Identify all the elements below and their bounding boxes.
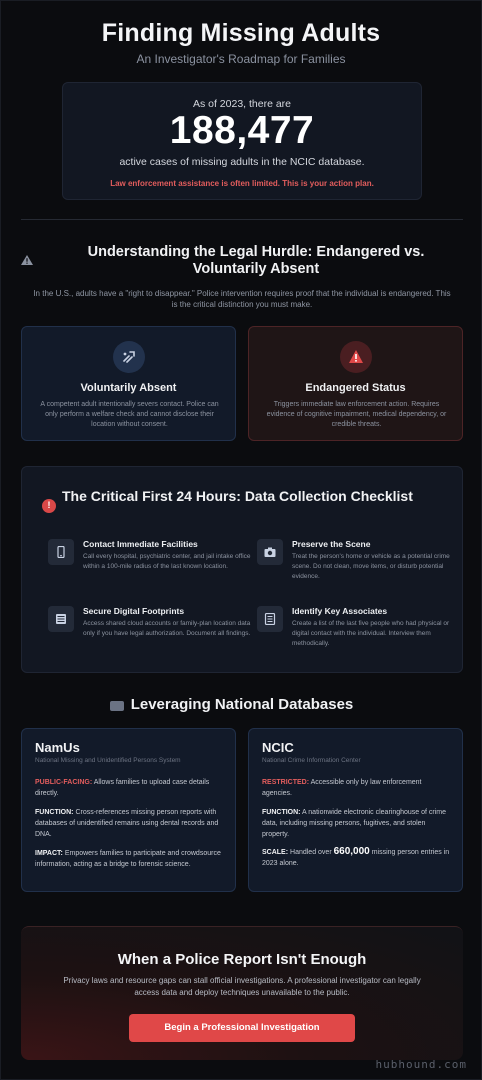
exclamation-icon: [42, 499, 56, 513]
watermark: hubhound.com: [375, 1058, 467, 1071]
begin-investigation-button[interactable]: Begin a Professional Investigation: [129, 1014, 355, 1042]
warning-triangle-icon: [21, 255, 33, 265]
checklist-item-text: Treat the person's home or vehicle as a potential crime scene. Do not clean, move items, or disturb potential evidence.: [292, 553, 450, 580]
legal-section-title: Understanding the Legal Hurdle: Endangered vs. Voluntarily Absent: [87, 244, 425, 277]
ncic-scale-label: SCALE:: [262, 849, 289, 856]
namus-impact-label: IMPACT:: [35, 850, 63, 857]
databases-title: Leveraging National Databases: [130, 696, 354, 713]
checklist-item-text: Call every hospital, psychiatric center, and jail intake office within a 100-mile radius of the last known location.: [83, 553, 251, 570]
exclamation-glyph: !: [47, 500, 51, 510]
endangered-status-card: [248, 326, 463, 441]
ncic-scale-text: Handled over: [288, 849, 334, 856]
endangered-status-title: Endangered Status: [305, 382, 406, 394]
namus-access-text: Allows families to upload case details directly.: [35, 779, 210, 797]
ncic-access-label: RESTRICTED:: [262, 779, 310, 786]
stat-description: active cases of missing adults in the NCIC database.: [119, 156, 365, 168]
ncic-function-label: FUNCTION:: [262, 809, 301, 816]
camera-icon: [257, 539, 283, 565]
stat-intro: As of 2023, there are: [192, 98, 292, 110]
namus-card: [21, 728, 236, 892]
namus-access: [35, 777, 225, 799]
namus-name: NamUs: [35, 740, 80, 755]
legal-section-text: In the U.S., adults have a "right to disappear." Police intervention requires proof that the individual is endangered. This is the critical distinction you must make.: [33, 289, 451, 309]
ncic-access-text: Accessible only by law enforcement agencies.: [262, 779, 422, 797]
namus-function-text: Cross-references missing person reports with databases of unidentified remains using dental records and DNA.: [35, 809, 219, 838]
ncic-scale-text-end: missing person entries in 2023 alone.: [262, 849, 450, 867]
cta-title: When a Police Report Isn't Enough: [117, 951, 367, 968]
ncic-scale: [262, 846, 452, 869]
checklist-item-title: Contact Immediate Facilities: [83, 539, 198, 549]
namus-function: [35, 807, 225, 840]
checklist-title: The Critical First 24 Hours: Data Collection Checklist: [62, 488, 413, 504]
checklist-item-text: Create a list of the last five people who had physical or digital contact with the individual. Interview them methodically.: [292, 620, 450, 647]
checklist-item-text: Access shared cloud accounts or family-plan location data only if you have legal authorization. Document all findings.: [83, 620, 251, 637]
ncic-function-text: A nationwide electronic clearinghouse of crime data, including missing persons, fugitives, and stolen property.: [262, 809, 447, 838]
ncic-function: [262, 807, 452, 840]
stat-card: [62, 82, 422, 200]
ncic-scale-number: 660,000: [333, 846, 370, 857]
document-icon: [257, 606, 283, 632]
ncic-full-name: National Crime Information Center: [262, 757, 361, 764]
namus-full-name: National Missing and Unidentified Persons System: [35, 757, 181, 764]
namus-function-label: FUNCTION:: [35, 809, 74, 816]
namus-impact: [35, 848, 225, 870]
ncic-name: NCIC: [262, 740, 294, 755]
server-icon: [48, 606, 74, 632]
checklist-item-title: Identify Key Associates: [292, 606, 388, 616]
page-title: Finding Missing Adults: [101, 19, 381, 47]
section-divider: [21, 219, 463, 220]
voluntarily-absent-title: Voluntarily Absent: [80, 382, 177, 394]
endangered-status-text: Triggers immediate law enforcement action. Requires evidence of cognitive impairment, medical dependency, or credible threats.: [266, 401, 447, 428]
phone-icon: [48, 539, 74, 565]
namus-access-label: PUBLIC-FACING:: [35, 779, 93, 786]
checklist-card: [21, 466, 463, 673]
stat-number: 188,477: [169, 109, 315, 152]
checklist-item-title: Preserve the Scene: [292, 539, 371, 549]
ncic-access: [262, 777, 452, 799]
checklist-item-title: Secure Digital Footprints: [83, 606, 185, 616]
stat-alert: Law enforcement assistance is often limited. This is your action plan.: [110, 179, 374, 188]
namus-impact-text: Empowers families to participate and crowdsource information, acting as a bridge to forensic science.: [35, 850, 221, 868]
voluntarily-absent-text: A competent adult intentionally severs contact. Police can only perform a welfare check and cannot disclose their location without consent.: [40, 401, 219, 428]
page-subtitle: An Investigator's Roadmap for Families: [136, 52, 346, 66]
walking-away-icon: [113, 341, 145, 373]
cta-text: Privacy laws and resource gaps can stall official investigations. A professional investigator can legally access data and deploy techniques unavailable to the public.: [63, 976, 421, 997]
voluntarily-absent-card: [21, 326, 236, 441]
cta-section: [21, 926, 463, 1060]
alert-triangle-icon: [340, 341, 372, 373]
ncic-card: [248, 728, 463, 892]
